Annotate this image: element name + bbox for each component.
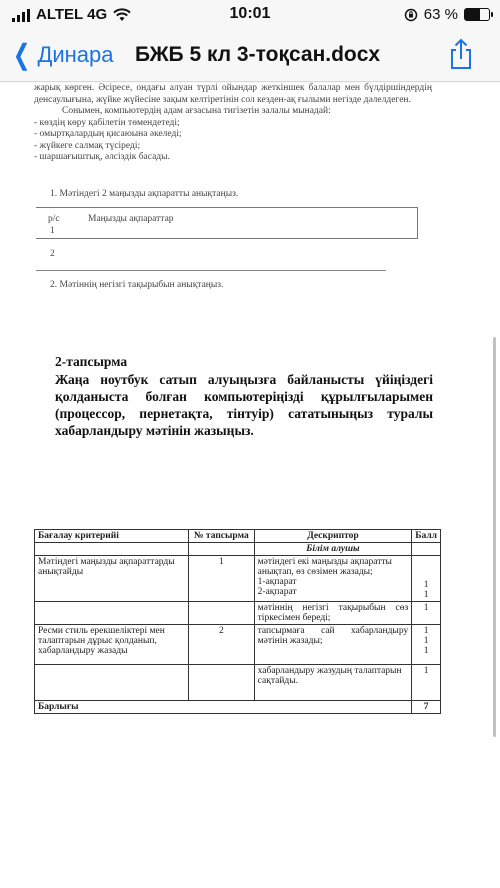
table-row-number: 2 <box>50 249 55 259</box>
descriptor-cell: тапсырмаға сай хабарландыру мәтінін жазады; <box>254 625 412 665</box>
table-cell <box>35 602 189 625</box>
descriptor-cell <box>254 556 412 602</box>
table-cell <box>189 543 255 556</box>
header-score: Балл <box>412 530 441 543</box>
back-button[interactable] <box>10 39 114 70</box>
score-cell: 1 <box>412 602 441 625</box>
question-1: 1. Мәтіндегі 2 маңызды ақпаратты анықтаңыз. <box>50 189 239 199</box>
share-icon[interactable] <box>446 38 476 70</box>
intro-line: Сонымен, компьютердің адам ағзасына тигізетін залалы мынадай: <box>62 106 331 116</box>
intro-line: - көздің көру қабілетін төмендетеді; <box>34 117 180 128</box>
intro-paragraph <box>34 83 432 164</box>
criteria-cell: Ресми стиль ерекшеліктері мен талаптарын дұрыс қолданып, хабарландыру жазады <box>35 625 189 665</box>
task-no-cell: 1 <box>189 556 255 602</box>
descriptor-text: 1-ақпарат <box>257 577 297 587</box>
score-cell <box>412 556 441 602</box>
table-cell <box>189 665 255 701</box>
task-title: 2-тапсырма <box>55 354 128 369</box>
intro-line: - омыртқалардың қисаюына әкеледі; <box>34 129 182 139</box>
header-criteria: Бағалау критерийі <box>35 530 189 543</box>
table-row <box>35 701 441 714</box>
scrollbar[interactable] <box>493 337 496 737</box>
rubric-table <box>34 529 441 714</box>
descriptor-text: мәтіндегі екі маңызды ақпаратты анықтап, өз сөзімен жазады; <box>257 557 392 577</box>
descriptor-cell: хабарландыру жазудың талаптарын сақтайды. <box>254 665 412 701</box>
battery-info <box>404 6 490 23</box>
table-row-number: 1 <box>50 226 55 236</box>
header-task-no: № тапсырма <box>189 530 255 543</box>
table-row <box>35 530 441 543</box>
score-value: 1 <box>423 646 429 656</box>
table-cell <box>35 665 189 701</box>
table-num-header: р/с <box>48 214 60 224</box>
table-cell <box>412 543 441 556</box>
intro-line: - шаршағыштық, әлсіздік басады. <box>34 152 170 162</box>
back-label: Динара <box>37 42 114 67</box>
divider <box>36 270 386 271</box>
score-value: 1 <box>423 636 429 646</box>
orientation-lock-icon <box>404 8 418 22</box>
total-score: 7 <box>412 701 441 714</box>
question-2: 2. Мәтіннің негізгі тақырыбын анықтаңыз. <box>50 280 224 290</box>
table-header: Маңызды ақпараттар <box>88 214 174 224</box>
table-cell <box>189 602 255 625</box>
document-title: БЖБ 5 кл 3-тоқсан.docx <box>135 43 381 66</box>
document-viewer[interactable] <box>0 83 500 888</box>
score-value: 1 <box>423 626 429 636</box>
task-text: Жаңа ноутбук сатып алуыңызға байланысты үйіңіздегі қолданыста болған компьютеріңізді құрылғыларымен (процессор, пернетақта, тінтуір) сататыныңыз туралы хабарландыру мәтінін жазыңыз. <box>55 372 433 438</box>
score-cell <box>412 625 441 665</box>
section-label: Білім алушы <box>254 543 412 556</box>
score-value: 1 <box>423 580 429 590</box>
table-row <box>35 625 441 665</box>
battery-level <box>465 9 480 20</box>
answer-table <box>36 207 418 239</box>
descriptor-text: 2-ақпарат <box>257 587 297 597</box>
navigation-bar <box>0 30 500 82</box>
intro-line: - жүйкеге салмақ түсіреді; <box>34 140 141 151</box>
score-value: 1 <box>423 590 429 600</box>
battery-percent: 63 % <box>423 6 458 23</box>
task-no-cell: 2 <box>189 625 255 665</box>
table-cell <box>35 543 189 556</box>
clock: 10:01 <box>229 5 271 22</box>
score-cell: 1 <box>412 665 441 701</box>
table-row <box>35 543 441 556</box>
battery-icon <box>464 8 490 21</box>
intro-line: жарық көрген. Әсіресе, ондағы алуан түрлі ойындар жеткіншек балалар мен бүлдіршіндердің денсаулығына, жүйке жүйесіне зақым келтіретінін сол кезден-ақ ғылыми негізде дәлелдеген. <box>34 83 432 105</box>
status-bar <box>0 0 500 30</box>
table-row <box>35 602 441 625</box>
criteria-cell: Мәтіндегі маңызды ақпараттарды анықтайды <box>35 556 189 602</box>
carrier-name: ALTEL 4G <box>36 6 108 23</box>
table-row <box>35 556 441 602</box>
descriptor-cell: мәтіннің негізгі тақырыбын сөз тіркесімен береді; <box>254 602 412 625</box>
table-row <box>35 665 441 701</box>
total-label: Барлығы <box>35 701 412 714</box>
header-descriptor: Дескриптор <box>254 530 412 543</box>
chevron-left-icon: ❮ <box>12 39 31 70</box>
